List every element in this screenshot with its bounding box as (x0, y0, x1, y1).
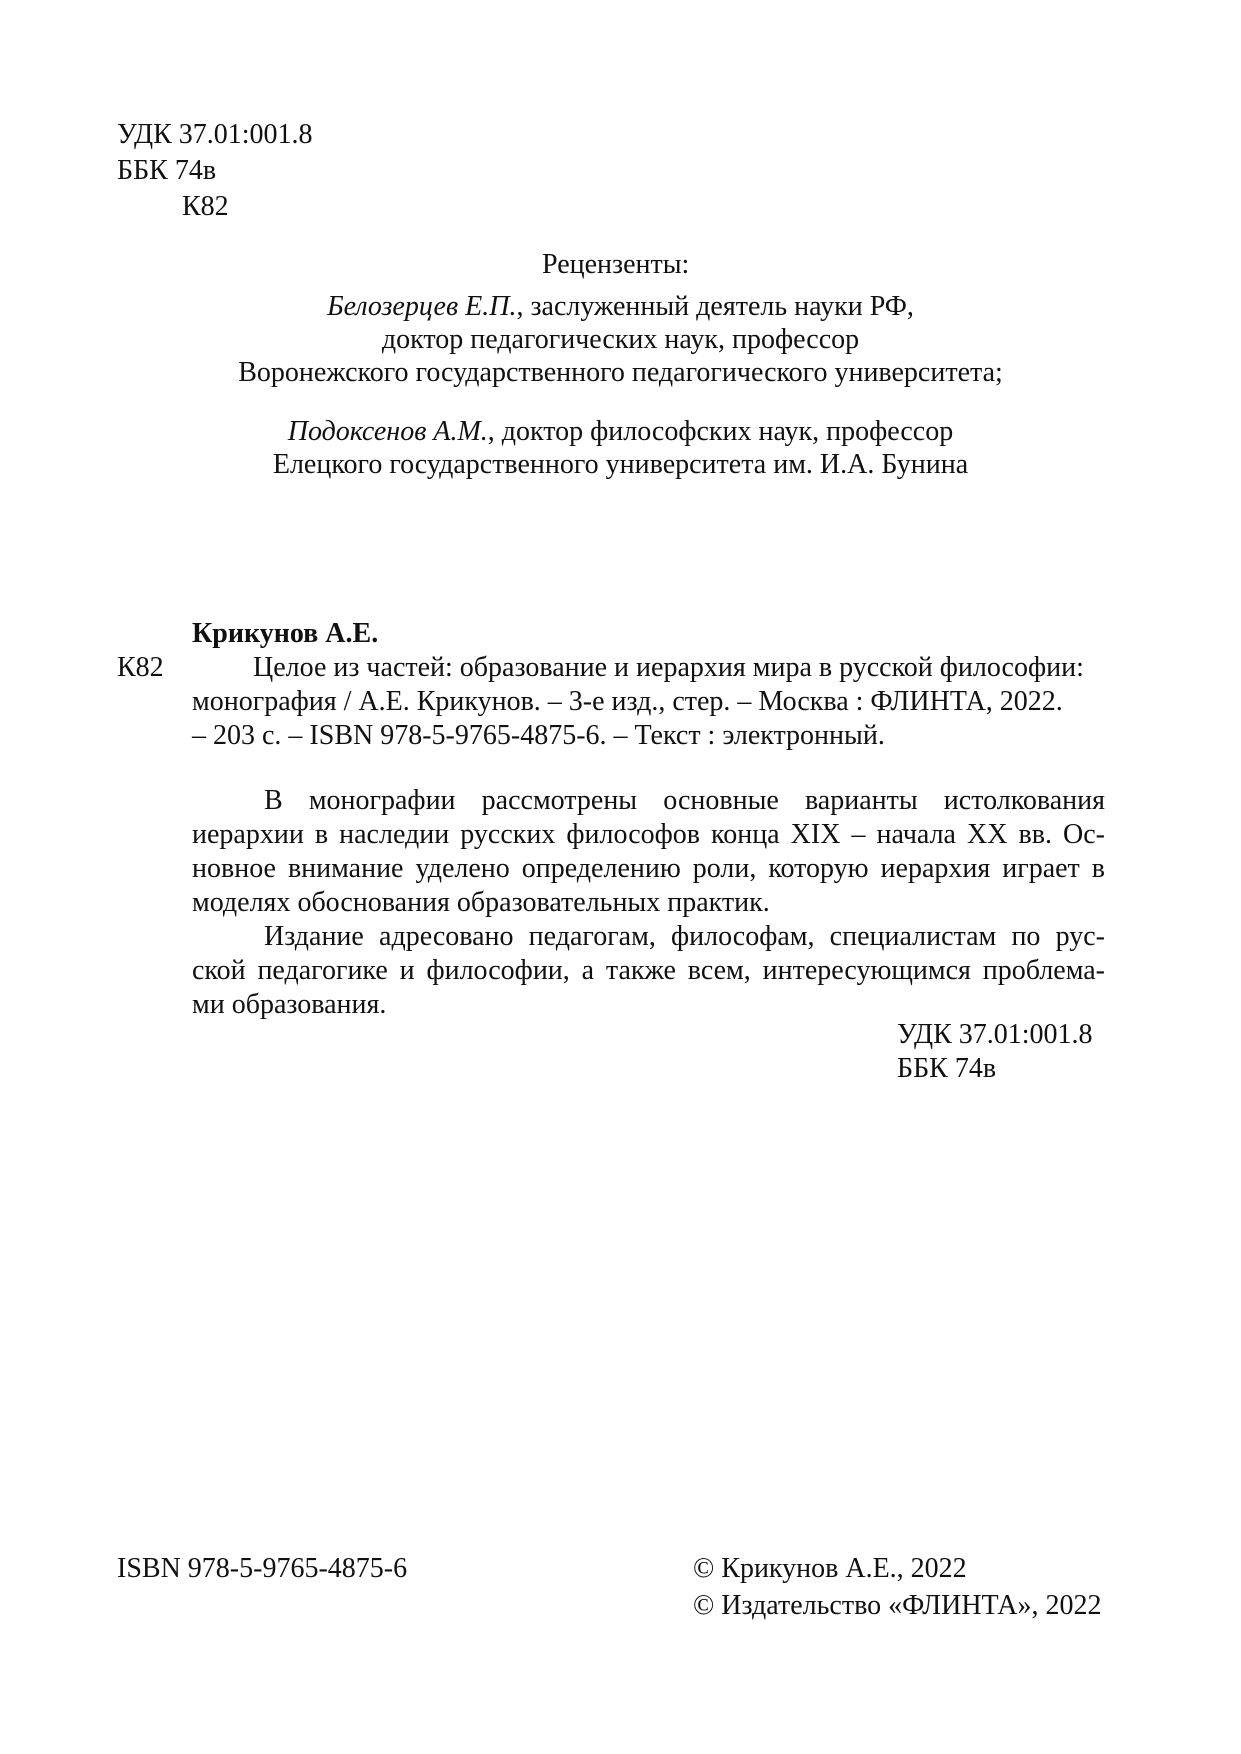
udk-code: УДК 37.01:001.8 (117, 119, 313, 150)
reviewer-2-name: Подоксенов А.М. (287, 416, 488, 447)
annotation-p2-line-1: Издание адресовано педагогам, философам, специалистам по рус- (264, 921, 1105, 952)
author-mark: К82 (182, 191, 229, 222)
annotation (192, 784, 1105, 1022)
isbn: ISBN 978-5-9765-4875-6 (117, 1553, 408, 1584)
annotation-p2-line-3: ми образования. (192, 989, 387, 1020)
bib-line-3: – 203 с. – ISBN 978-5-9765-4875-6. – Текст : электронный. (192, 720, 885, 751)
bib-author: Крикунов А.Е. (192, 618, 379, 649)
copyright-publisher: © Издательство «ФЛИНТА», 2022 (693, 1590, 1102, 1621)
reviewer-1-name: Белозерцев Е.П. (327, 291, 517, 322)
annotation-p2-line-2: ской педагогике и философии, а также всем, интересующимся проблема- (192, 955, 1105, 986)
annotation-p1-line-2: иерархии в наследии русских философов конца XIX – начала XX вв. Ос- (192, 819, 1105, 850)
reviewer-1-line-1: Белозерцев Е.П., заслуженный деятель науки РФ, (327, 291, 914, 322)
reviewer-1-line-3: Воронежского государственного педагогического университета; (238, 357, 1003, 388)
footer-bbk-code: ББК 74в (897, 1053, 997, 1084)
reviewers-title: Рецензенты: (542, 249, 690, 280)
bbk-code: ББК 74в (117, 155, 217, 186)
annotation-p1-line-3: новное внимание уделено определению роли, которую иерархия играет в (192, 853, 1105, 884)
reviewer-1-line-2: доктор педагогических наук, профессор (381, 324, 860, 355)
footer-udk-code: УДК 37.01:001.8 (897, 1019, 1093, 1050)
reviewer-2-line-2: Елецкого государственного университета им. И.А. Бунина (272, 449, 969, 480)
bib-line-1: Целое из частей: образование и иерархия мира в русской философии: (253, 652, 1084, 683)
reviewer-2-line-1: Подоксенов А.М., доктор философских наук, профессор (287, 416, 954, 447)
annotation-p1-line-4: моделях обоснования образовательных практик. (192, 887, 770, 918)
annotation-p1-line-1: В монографии рассмотрены основные варианты истолкования (264, 785, 1105, 816)
bib-author-mark: К82 (117, 652, 164, 683)
bib-line-2: монография / А.Е. Крикунов. – 3-е изд., стер. – Москва : ФЛИНТА, 2022. (192, 686, 1063, 717)
copyright-author: © Крикунов А.Е., 2022 (693, 1553, 967, 1584)
